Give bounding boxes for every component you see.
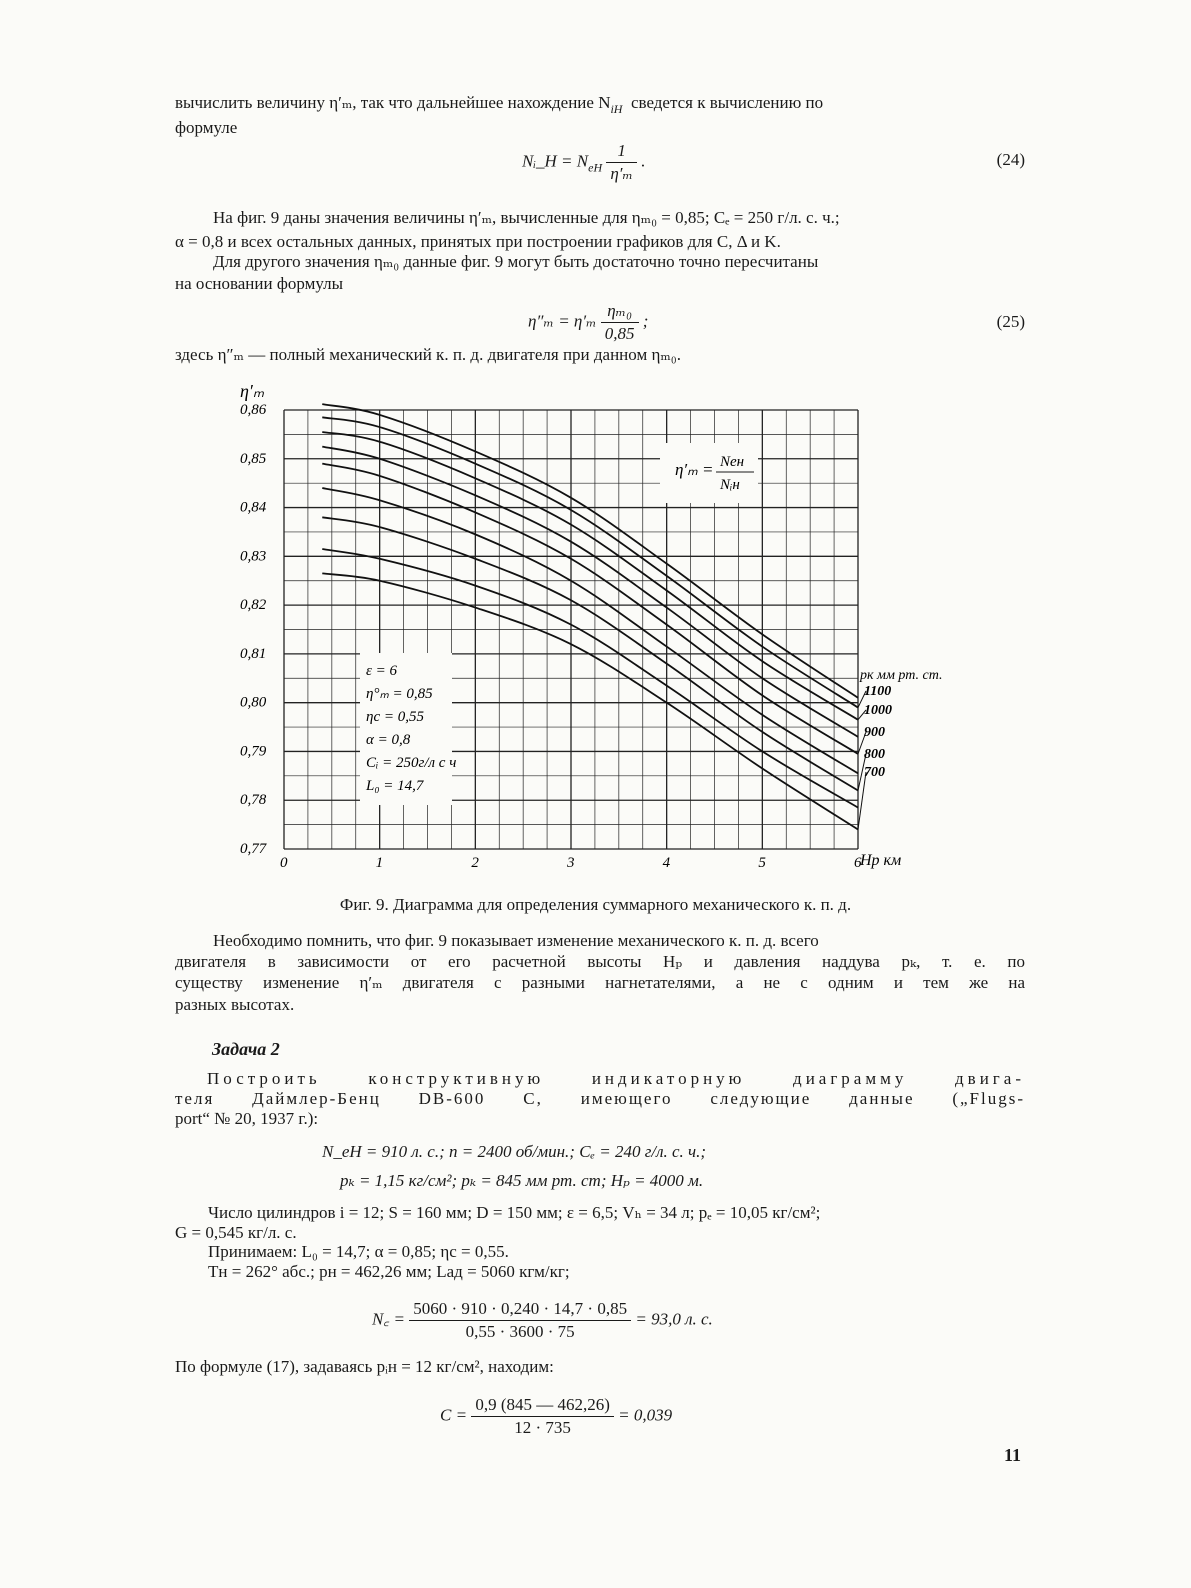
data-line: Принимаем: L₀ = 14,7; α = 0,85; ηc = 0,55.: [208, 1242, 509, 1261]
data-line: Tн = 262° абс.; pн = 462,26 мм; Lад = 5060 кгм/кг;: [208, 1262, 570, 1281]
y-tick-label: 0,77: [240, 841, 267, 857]
text-line: Построить конструктивную индикаторную диаграмму двига-: [207, 1069, 1025, 1088]
text-line: двигателя в зависимости от его расчетной высоты Hₚ и давления наддува pₖ, т. е. по: [175, 952, 1025, 971]
text-line: Необходимо помнить, что фиг. 9 показывает изменение механического к. п. д. всего: [213, 931, 819, 950]
x-tick-label: 0: [280, 855, 288, 871]
figure-caption: Фиг. 9. Диаграмма для определения суммарного механического к. п. д.: [339, 895, 852, 914]
x-axis-label: Hp км: [860, 852, 902, 869]
text-line: По формуле (17), задаваясь pᵢн = 12 кг/см², находим:: [175, 1357, 554, 1376]
equation-number: (25): [996, 312, 1025, 331]
text-line: port“ № 20, 1937 г.):: [175, 1109, 319, 1128]
formula-num: Nен: [720, 454, 745, 470]
text-line: На фиг. 9 даны значения величины η′ₘ, вычисленные для ηₘ₀ = 0,85; Cₑ = 250 г/л. с. ч.;: [213, 208, 840, 227]
y-tick-label: 0,86: [240, 402, 267, 418]
text-line: α = 0,8 и всех остальных данных, принятых при построении графиков для C, Δ и K.: [175, 232, 781, 251]
y-tick-label: 0,83: [240, 548, 267, 565]
data-line: N_eH = 910 л. с.; n = 2400 об/мин.; Cₑ = 240 г/л. с. ч.;: [322, 1142, 707, 1161]
data-line: Число цилиндров i = 12; S = 160 мм; D = 150 мм; ε = 6,5; Vₕ = 34 л; pₑ = 10,05 кг/см²;: [208, 1203, 821, 1222]
data-line: pₖ = 1,15 кг/см²; pₖ = 845 мм рт. ст; Hₚ = 4000 м.: [340, 1171, 704, 1190]
legend-label: 800: [864, 747, 885, 762]
x-tick-label: 3: [567, 855, 575, 871]
data-line: G = 0,545 кг/л. с.: [175, 1223, 297, 1242]
parameter-label: η°ₘ = 0,85: [366, 686, 433, 702]
legend-label: 1000: [864, 703, 892, 718]
legend-label: 900: [864, 725, 885, 740]
x-tick-label: 6: [854, 855, 862, 871]
text-line: здесь η″ₘ — полный механический к. п. д. двигателя при данном ηₘ₀.: [175, 345, 681, 364]
y-axis-label: η′ₘ: [240, 383, 265, 401]
equation-nc: N꜀ = $\frac{5060 \cdot 910 \cdot 0,240 \cdot 14,7 \cdot 0,85}{0,55 \cdot 3600 \cdot 75}$ = 93,0 л. с.: [372, 1299, 713, 1341]
y-tick-label: 0,82: [240, 597, 267, 614]
text-line: формуле: [175, 118, 238, 137]
equation-25: η″ₘ = η′ₘ $\frac{\text{ηₘ₀}}{0,85}$ ;: [528, 301, 649, 343]
x-tick-label: 4: [662, 855, 671, 871]
text-line: вычислить величину η′ₘ, так что дальнейшее нахождение $N_{iH}$ сведется к вычислению по: [175, 93, 824, 116]
text-line: на основании формулы: [175, 274, 344, 293]
y-tick-label: 0,84: [240, 499, 267, 516]
equation-c: C = $\frac{0,9 (845 — 462,26)}{12 \cdot 735}$ = 0,039: [440, 1395, 673, 1437]
formula-box: [660, 443, 758, 503]
x-tick-label: 5: [758, 855, 766, 871]
y-tick-label: 0,78: [240, 792, 267, 809]
parameter-label: α = 0,8: [366, 732, 411, 748]
equation-number: (24): [996, 150, 1025, 169]
y-tick-label: 0,81: [240, 645, 267, 662]
x-tick-label: 1: [375, 855, 384, 871]
legend-leader: [858, 772, 866, 829]
parameter-label: Cᵢ = 250г/л с ч: [366, 755, 457, 771]
text-line: Для другого значения ηₘ₀ данные фиг. 9 могут быть достаточно точно пересчитаны: [213, 252, 819, 271]
pressure-legend: [858, 668, 943, 829]
equation-24: Nᵢ_H = $N_{eH}$ $\frac{1}{\text{η′ₘ}}$ .: [522, 141, 646, 183]
y-tick-label: 0,80: [240, 694, 267, 711]
text-line: существу изменение η′ₘ двигателя с разными нагнетателями, а не с одним и тем же на: [175, 973, 1025, 992]
y-tick-label: 0,79: [240, 743, 267, 760]
task-heading: Задача 2: [212, 1039, 280, 1059]
formula-lhs: η′ₘ =: [675, 460, 714, 479]
page-number: 11: [1003, 1445, 1021, 1465]
parameter-label: ηc = 0,55: [366, 709, 424, 725]
parameter-label: ε = 6: [366, 663, 398, 679]
x-tick-label: 2: [471, 855, 479, 871]
mechanical-efficiency-chart: [228, 383, 968, 873]
text-line: разных высотах.: [175, 995, 295, 1014]
y-tick-label: 0,85: [240, 450, 267, 467]
legend-title: pк мм рт. ст.: [860, 668, 943, 683]
text-line: теля Даймлер-Бенц DB-600 C, имеющего следующие данные („Flugs-: [175, 1089, 1025, 1108]
parameters-box: [360, 653, 456, 805]
legend-label: 1100: [864, 684, 892, 699]
legend-label: 700: [864, 765, 885, 780]
formula-den: Nᵢн: [720, 477, 740, 493]
parameter-label: L₀ = 14,7: [366, 778, 424, 794]
